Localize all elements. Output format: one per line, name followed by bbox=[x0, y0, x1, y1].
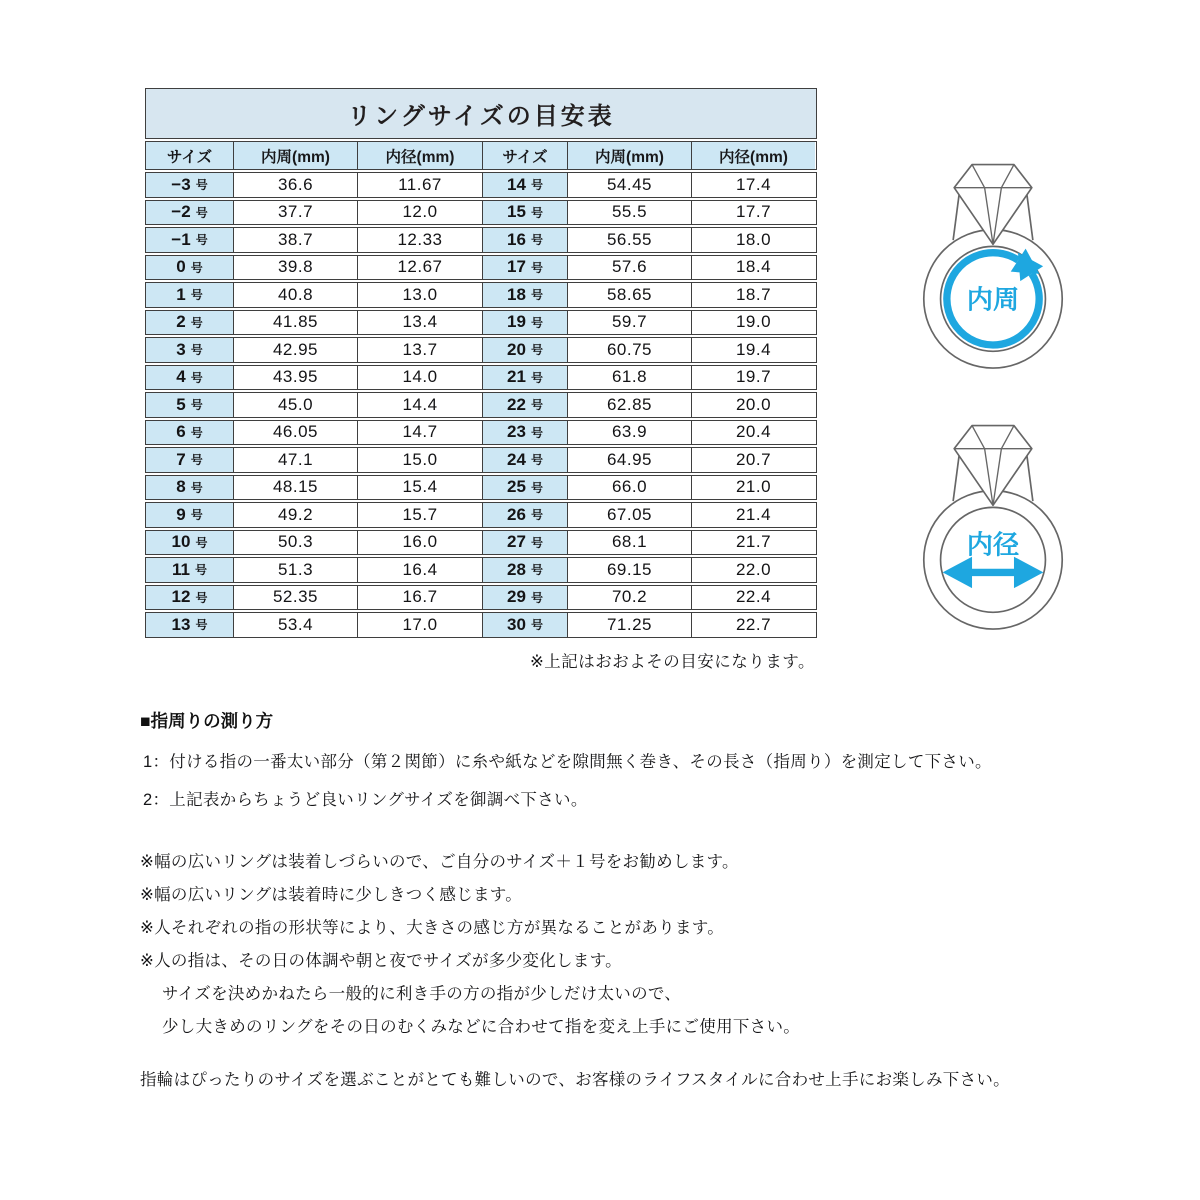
size-cell: −2 号 bbox=[146, 201, 233, 225]
size-cell: −1 号 bbox=[146, 228, 233, 252]
value-cell: 17.4 bbox=[691, 173, 815, 197]
value-cell: 22.0 bbox=[691, 558, 815, 582]
size-cell: 17 号 bbox=[482, 256, 567, 280]
table-row bbox=[145, 392, 817, 418]
value-cell: 14.0 bbox=[357, 366, 482, 390]
ring-diameter-diagram bbox=[888, 413, 1098, 649]
note-line: ※人の指は、その日の体調や朝と夜でサイズが多少変化します。 bbox=[140, 952, 622, 970]
value-cell: 62.85 bbox=[567, 393, 691, 417]
value-cell: 18.4 bbox=[691, 256, 815, 280]
value-cell: 12.67 bbox=[357, 256, 482, 280]
value-cell: 42.95 bbox=[233, 338, 357, 362]
value-cell: 15.4 bbox=[357, 476, 482, 500]
value-cell: 71.25 bbox=[567, 613, 691, 637]
value-cell: 48.15 bbox=[233, 476, 357, 500]
size-cell: 30 号 bbox=[482, 613, 567, 637]
value-cell: 37.7 bbox=[233, 201, 357, 225]
value-cell: 66.0 bbox=[567, 476, 691, 500]
size-cell: 10 号 bbox=[146, 531, 233, 555]
size-cell: 13 号 bbox=[146, 613, 233, 637]
size-cell: 8 号 bbox=[146, 476, 233, 500]
prong-left bbox=[953, 192, 959, 240]
value-cell: 13.4 bbox=[357, 311, 482, 335]
value-cell: 50.3 bbox=[233, 531, 357, 555]
diameter-label: 内径 bbox=[966, 529, 1020, 560]
size-cell: 7 号 bbox=[146, 448, 233, 472]
size-cell: 3 号 bbox=[146, 338, 233, 362]
header-circumference-2: 内周(mm) bbox=[567, 142, 691, 169]
table-row bbox=[145, 365, 817, 391]
value-cell: 47.1 bbox=[233, 448, 357, 472]
value-cell: 22.4 bbox=[691, 586, 815, 610]
size-cell: 23 号 bbox=[482, 421, 567, 445]
ring-size-table bbox=[145, 88, 817, 640]
note-line: ※幅の広いリングは装着時に少しきつく感じます。 bbox=[140, 886, 523, 904]
table-row bbox=[145, 420, 817, 446]
table-row bbox=[145, 475, 817, 501]
value-cell: 19.7 bbox=[691, 366, 815, 390]
prong-right bbox=[1027, 453, 1033, 501]
notes-list bbox=[140, 846, 800, 1044]
value-cell: 22.7 bbox=[691, 613, 815, 637]
size-cell: 21 号 bbox=[482, 366, 567, 390]
table-body bbox=[145, 172, 817, 638]
size-cell: 28 号 bbox=[482, 558, 567, 582]
ring-inner-outline bbox=[941, 507, 1046, 612]
value-cell: 13.7 bbox=[357, 338, 482, 362]
value-cell: 18.0 bbox=[691, 228, 815, 252]
table-row bbox=[145, 255, 817, 281]
diamond-icon bbox=[954, 165, 1032, 245]
table-row bbox=[145, 557, 817, 583]
note-line: ※幅の広いリングは装着しづらいので、ご自分のサイズ＋１号をお勧めします。 bbox=[140, 853, 739, 871]
value-cell: 20.4 bbox=[691, 421, 815, 445]
value-cell: 17.0 bbox=[357, 613, 482, 637]
value-cell: 16.0 bbox=[357, 531, 482, 555]
size-cell: 4 号 bbox=[146, 366, 233, 390]
value-cell: 21.7 bbox=[691, 531, 815, 555]
table-row bbox=[145, 530, 817, 556]
table-row bbox=[145, 612, 817, 638]
prong-right bbox=[1027, 192, 1033, 240]
ring-outer-outline bbox=[924, 491, 1062, 629]
size-cell: 11 号 bbox=[146, 558, 233, 582]
table-row bbox=[145, 200, 817, 226]
size-cell: 15 号 bbox=[482, 201, 567, 225]
table-row bbox=[145, 585, 817, 611]
size-cell: −3 号 bbox=[146, 173, 233, 197]
prong-left bbox=[953, 453, 959, 501]
value-cell: 19.0 bbox=[691, 311, 815, 335]
table-title: リングサイズの目安表 bbox=[145, 88, 817, 139]
value-cell: 40.8 bbox=[233, 283, 357, 307]
value-cell: 20.7 bbox=[691, 448, 815, 472]
size-cell: 29 号 bbox=[482, 586, 567, 610]
value-cell: 39.8 bbox=[233, 256, 357, 280]
value-cell: 21.4 bbox=[691, 503, 815, 527]
table-row bbox=[145, 172, 817, 198]
value-cell: 12.0 bbox=[357, 201, 482, 225]
size-cell: 16 号 bbox=[482, 228, 567, 252]
value-cell: 16.4 bbox=[357, 558, 482, 582]
value-cell: 21.0 bbox=[691, 476, 815, 500]
value-cell: 43.95 bbox=[233, 366, 357, 390]
header-diameter: 内径(mm) bbox=[357, 142, 482, 169]
size-cell: 24 号 bbox=[482, 448, 567, 472]
size-cell: 27 号 bbox=[482, 531, 567, 555]
value-cell: 16.7 bbox=[357, 586, 482, 610]
size-cell: 14 号 bbox=[482, 173, 567, 197]
value-cell: 51.3 bbox=[233, 558, 357, 582]
ring-circumference-diagram bbox=[888, 152, 1098, 388]
header-size-2: サイズ bbox=[482, 142, 567, 169]
diamond-icon bbox=[954, 426, 1032, 506]
value-cell: 17.7 bbox=[691, 201, 815, 225]
header-diameter-2: 内径(mm) bbox=[691, 142, 815, 169]
size-cell: 26 号 bbox=[482, 503, 567, 527]
value-cell: 41.85 bbox=[233, 311, 357, 335]
size-cell: 25 号 bbox=[482, 476, 567, 500]
value-cell: 52.35 bbox=[233, 586, 357, 610]
table-note: ※上記はおおよその目安になります。 bbox=[529, 653, 815, 671]
value-cell: 70.2 bbox=[567, 586, 691, 610]
measure-step-2: 2：上記表からちょうど良いリングサイズを御調べ下さい。 bbox=[143, 791, 588, 809]
table-row bbox=[145, 310, 817, 336]
size-cell: 5 号 bbox=[146, 393, 233, 417]
note-line: 少し大きめのリングをその日のむくみなどに合わせて指を変え上手にご使用下さい。 bbox=[162, 1018, 801, 1036]
header-circumference: 内周(mm) bbox=[233, 142, 357, 169]
value-cell: 69.15 bbox=[567, 558, 691, 582]
measure-heading: ■指周りの測り方 bbox=[140, 711, 274, 731]
value-cell: 63.9 bbox=[567, 421, 691, 445]
value-cell: 11.67 bbox=[357, 173, 482, 197]
value-cell: 49.2 bbox=[233, 503, 357, 527]
size-cell: 18 号 bbox=[482, 283, 567, 307]
value-cell: 14.7 bbox=[357, 421, 482, 445]
size-cell: 12 号 bbox=[146, 586, 233, 610]
value-cell: 56.55 bbox=[567, 228, 691, 252]
value-cell: 61.8 bbox=[567, 366, 691, 390]
value-cell: 67.05 bbox=[567, 503, 691, 527]
value-cell: 45.0 bbox=[233, 393, 357, 417]
table-row bbox=[145, 337, 817, 363]
value-cell: 38.7 bbox=[233, 228, 357, 252]
table-row bbox=[145, 227, 817, 253]
value-cell: 54.45 bbox=[567, 173, 691, 197]
size-cell: 6 号 bbox=[146, 421, 233, 445]
table-row bbox=[145, 282, 817, 308]
measure-step-1: 1：付ける指の一番太い部分（第２関節）に糸や紙などを隙間無く巻き、その長さ（指周り）を測定して下さい。 bbox=[143, 753, 992, 771]
value-cell: 36.6 bbox=[233, 173, 357, 197]
value-cell: 14.4 bbox=[357, 393, 482, 417]
value-cell: 68.1 bbox=[567, 531, 691, 555]
note-line: ※人それぞれの指の形状等により、大きさの感じ方が異なることがあります。 bbox=[140, 919, 725, 937]
value-cell: 60.75 bbox=[567, 338, 691, 362]
value-cell: 55.5 bbox=[567, 201, 691, 225]
size-cell: 2 号 bbox=[146, 311, 233, 335]
value-cell: 59.7 bbox=[567, 311, 691, 335]
footer-note: 指輪はぴったりのサイズを選ぶことがとても難しいので、お客様のライフスタイルに合わせ上手にお楽しみ下さい。 bbox=[140, 1071, 1010, 1089]
size-cell: 22 号 bbox=[482, 393, 567, 417]
value-cell: 12.33 bbox=[357, 228, 482, 252]
size-cell: 0 号 bbox=[146, 256, 233, 280]
value-cell: 46.05 bbox=[233, 421, 357, 445]
value-cell: 15.0 bbox=[357, 448, 482, 472]
circumference-label: 内周 bbox=[966, 284, 1020, 315]
value-cell: 13.0 bbox=[357, 283, 482, 307]
value-cell: 19.4 bbox=[691, 338, 815, 362]
table-row bbox=[145, 447, 817, 473]
size-cell: 9 号 bbox=[146, 503, 233, 527]
size-cell: 19 号 bbox=[482, 311, 567, 335]
value-cell: 58.65 bbox=[567, 283, 691, 307]
value-cell: 20.0 bbox=[691, 393, 815, 417]
table-header-row bbox=[145, 141, 817, 170]
value-cell: 53.4 bbox=[233, 613, 357, 637]
header-size: サイズ bbox=[146, 142, 233, 169]
note-line: サイズを決めかねたら一般的に利き手の方の指が少しだけ太いので、 bbox=[162, 985, 682, 1003]
size-cell: 1 号 bbox=[146, 283, 233, 307]
value-cell: 15.7 bbox=[357, 503, 482, 527]
value-cell: 64.95 bbox=[567, 448, 691, 472]
table-row bbox=[145, 502, 817, 528]
size-cell: 20 号 bbox=[482, 338, 567, 362]
value-cell: 57.6 bbox=[567, 256, 691, 280]
value-cell: 18.7 bbox=[691, 283, 815, 307]
